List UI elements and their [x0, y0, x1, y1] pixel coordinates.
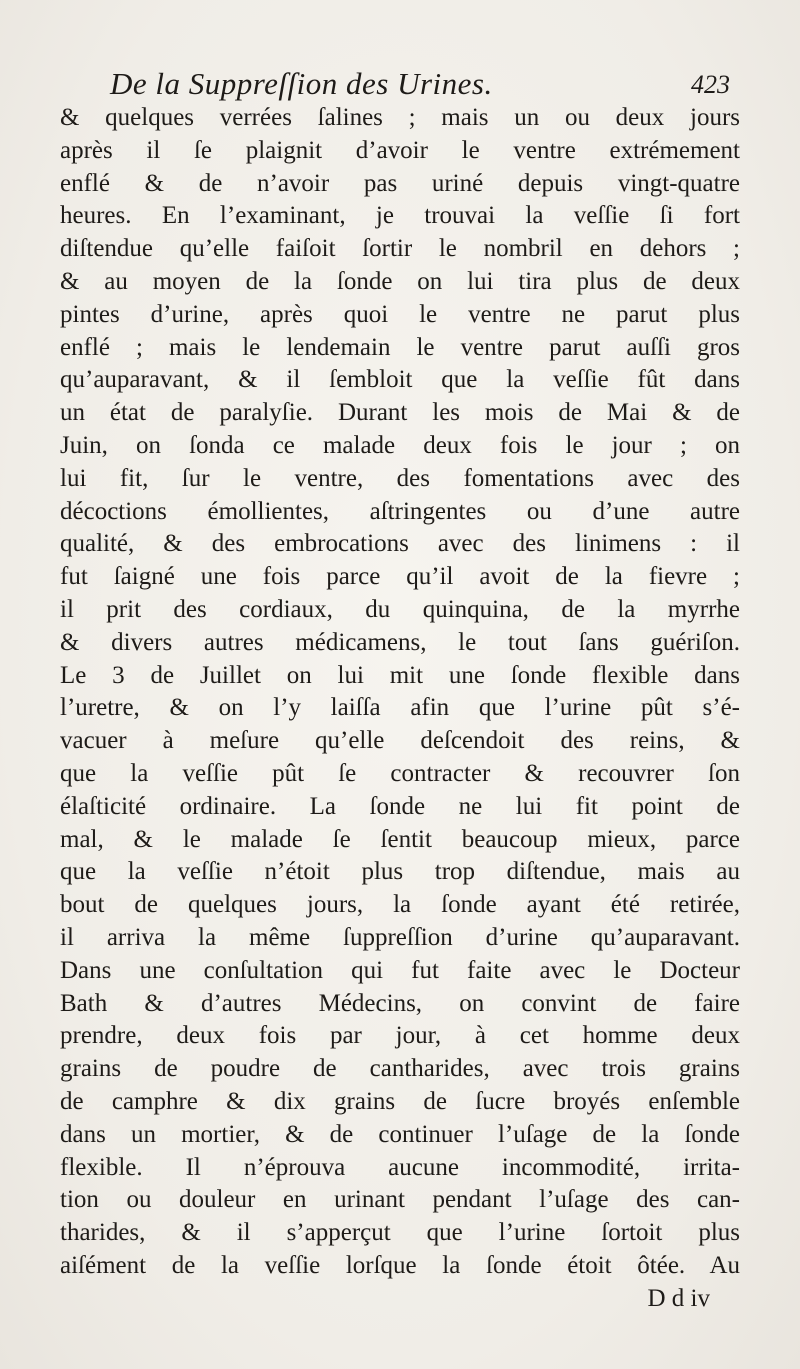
text-line: qualité, & des embrocations avec des linimens : il [60, 530, 740, 558]
text-line: & au moyen de la ſonde on lui tira plus de deux [60, 267, 740, 295]
text-line: lui fit, ſur le ventre, des fomentations avec des [60, 464, 740, 492]
text-line: heures. En l’examinant, je trouvai la veſſie ſi fort [60, 202, 740, 230]
text-line: enflé & de n’avoir pas uriné depuis vingt-quatre [60, 169, 740, 197]
text-line: aiſément de la veſſie lorſque la ſonde étoit ôtée. Au [60, 1251, 740, 1279]
text-line: il prit des cordiaux, du quinquina, de la myrrhe [60, 595, 740, 623]
text-line: que la veſſie n’étoit plus trop diſtendue, mais au [60, 858, 740, 886]
text-line: il arriva la même ſuppreſſion d’urine qu’auparavant. [60, 923, 740, 951]
text-line: grains de poudre de cantharides, avec trois grains [60, 1055, 740, 1083]
text-line: mal, & le malade ſe ſentit beaucoup mieux, parce [60, 825, 740, 853]
signature-mark: D d iv [647, 1284, 710, 1312]
text-line: enflé ; mais le lendemain le ventre parut auſſi gros [60, 333, 740, 361]
text-line: de camphre & dix grains de ſucre broyés enſemble [60, 1087, 740, 1115]
text-line: Juin, on ſonda ce malade deux fois le jour ; on [60, 431, 740, 459]
text-line: bout de quelques jours, la ſonde ayant été retirée, [60, 891, 740, 919]
text-line: que la veſſie pût ſe contracter & recouvrer ſon [60, 759, 740, 787]
text-line: décoctions émollientes, aſtringentes ou d’une autre [60, 497, 740, 525]
text-line: l’uretre, & on l’y laiſſa afin que l’urine pût s’é- [60, 694, 740, 722]
text-line: élaſticité ordinaire. La ſonde ne lui fit point de [60, 792, 740, 820]
text-line: flexible. Il n’éprouva aucune incommodité, irrita- [60, 1153, 740, 1181]
text-line: fut ſaigné une fois parce qu’il avoit de la fievre ; [60, 563, 740, 591]
text-line: après il ſe plaignit d’avoir le ventre extrémement [60, 136, 740, 164]
text-line: tion ou douleur en urinant pendant l’uſage des can- [60, 1186, 740, 1214]
running-title: De la Suppreſſion des Urines. [110, 66, 493, 101]
text-line: & quelques verrées ſalines ; mais un ou deux jours [60, 104, 740, 131]
text-line: pintes d’urine, après quoi le ventre ne parut plus [60, 300, 740, 328]
page-number: 423 [691, 70, 730, 99]
text-line: Bath & d’autres Médecins, on convint de faire [60, 989, 740, 1017]
page-header [110, 66, 730, 106]
body-text [60, 102, 740, 1315]
text-line: vacuer à meſure qu’elle deſcendoit des reins, & [60, 727, 740, 755]
text-line: qu’auparavant, & il ſembloit que la veſſie fût dans [60, 366, 740, 394]
text-line: prendre, deux fois par jour, à cet homme deux [60, 1022, 740, 1050]
text-line: Dans une conſultation qui fut faite avec le Docteur [60, 956, 740, 984]
text-line: Le 3 de Juillet on lui mit une ſonde flexible dans [60, 661, 740, 689]
text-line: tharides, & il s’apperçut que l’urine ſortoit plus [60, 1219, 740, 1247]
text-line: dans un mortier, & de continuer l’uſage de la ſonde [60, 1120, 740, 1148]
text-line: diſtendue qu’elle faiſoit ſortir le nombril en dehors ; [60, 235, 740, 263]
text-line: & divers autres médicamens, le tout ſans guériſon. [60, 628, 740, 656]
text-line: un état de paralyſie. Durant les mois de Mai & de [60, 399, 740, 427]
